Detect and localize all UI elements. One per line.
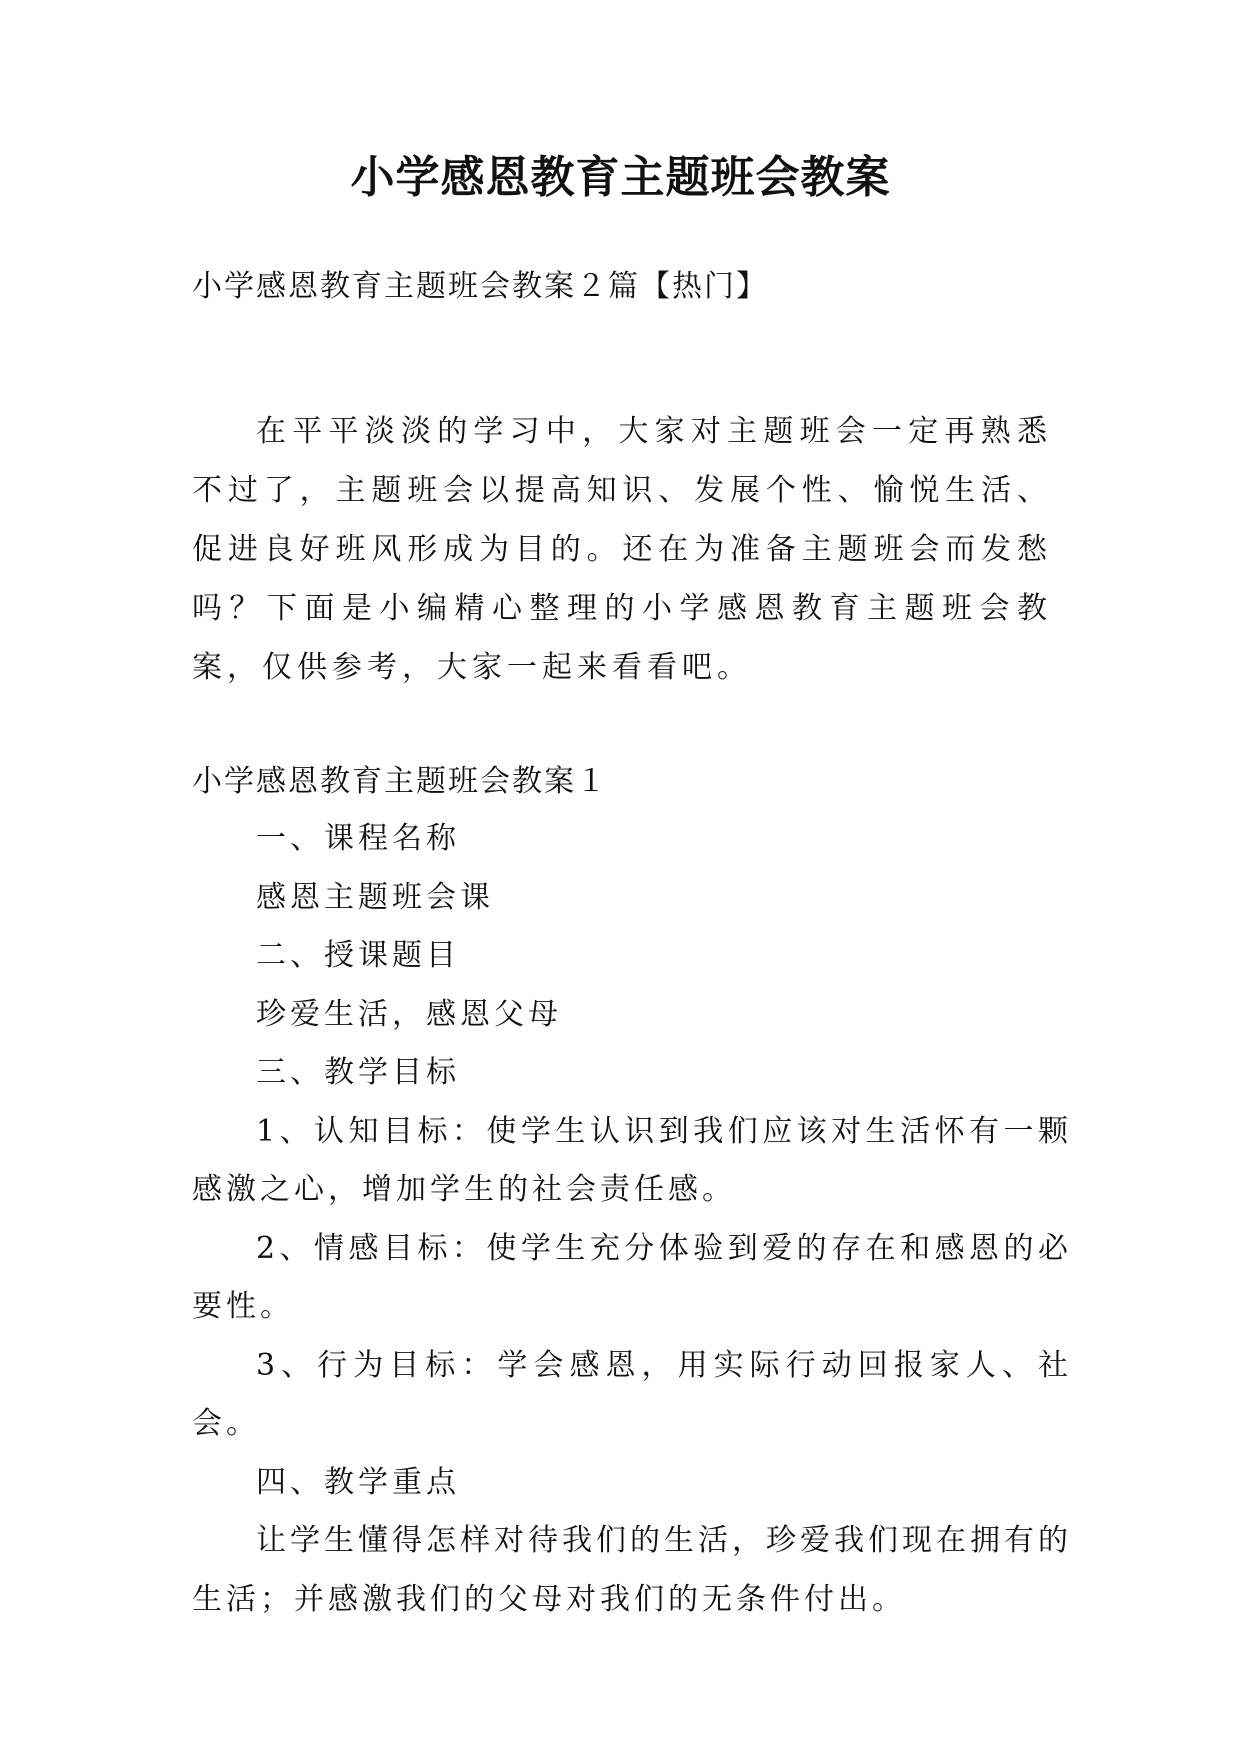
document-subtitle: 小学感恩教育主题班会教案２篇【热门】 (192, 269, 768, 304)
goal-emotional: 2、情感目标：使学生充分体验到爱的存在和感恩的必要性。 (192, 1230, 1072, 1324)
intro-paragraph: 在平平淡淡的学习中，大家对主题班会一定再熟悉不过了，主题班会以提高知识、发展个性、愉悦生活、促进良好班风形成为目的。还在为准备主题班会而发愁吗？下面是小编精心整理的小学感恩教育主题班会教案，仅供参考，大家一起来看看吧。 (192, 414, 1052, 685)
lesson-topic-text: 珍爱生活，感恩父母 (256, 996, 562, 1032)
goal-cognitive: 1、认知目标：使学生认识到我们应该对生活怀有一颗感激之心，增加学生的社会责任感。 (192, 1113, 1072, 1207)
heading-course-name: 一、课程名称 (256, 821, 460, 856)
teaching-focus-text: 让学生懂得怎样对待我们的生活，珍爱我们现在拥有的生活；并感激我们的父母对我们的无条件付出。 (192, 1523, 1072, 1617)
heading-teaching-goals: 三、教学目标 (256, 1055, 460, 1090)
lesson-plan-body (192, 810, 1072, 1629)
section-title: 小学感恩教育主题班会教案１ (192, 764, 608, 799)
heading-teaching-focus: 四、教学重点 (256, 1464, 460, 1500)
course-name-text: 感恩主题班会课 (256, 879, 494, 915)
heading-lesson-topic: 二、授课题目 (256, 938, 460, 973)
goal-behavioral: 3、行为目标：学会感恩，用实际行动回报家人、社会。 (192, 1347, 1072, 1441)
document-title: 小学感恩教育主题班会教案 (350, 152, 891, 203)
